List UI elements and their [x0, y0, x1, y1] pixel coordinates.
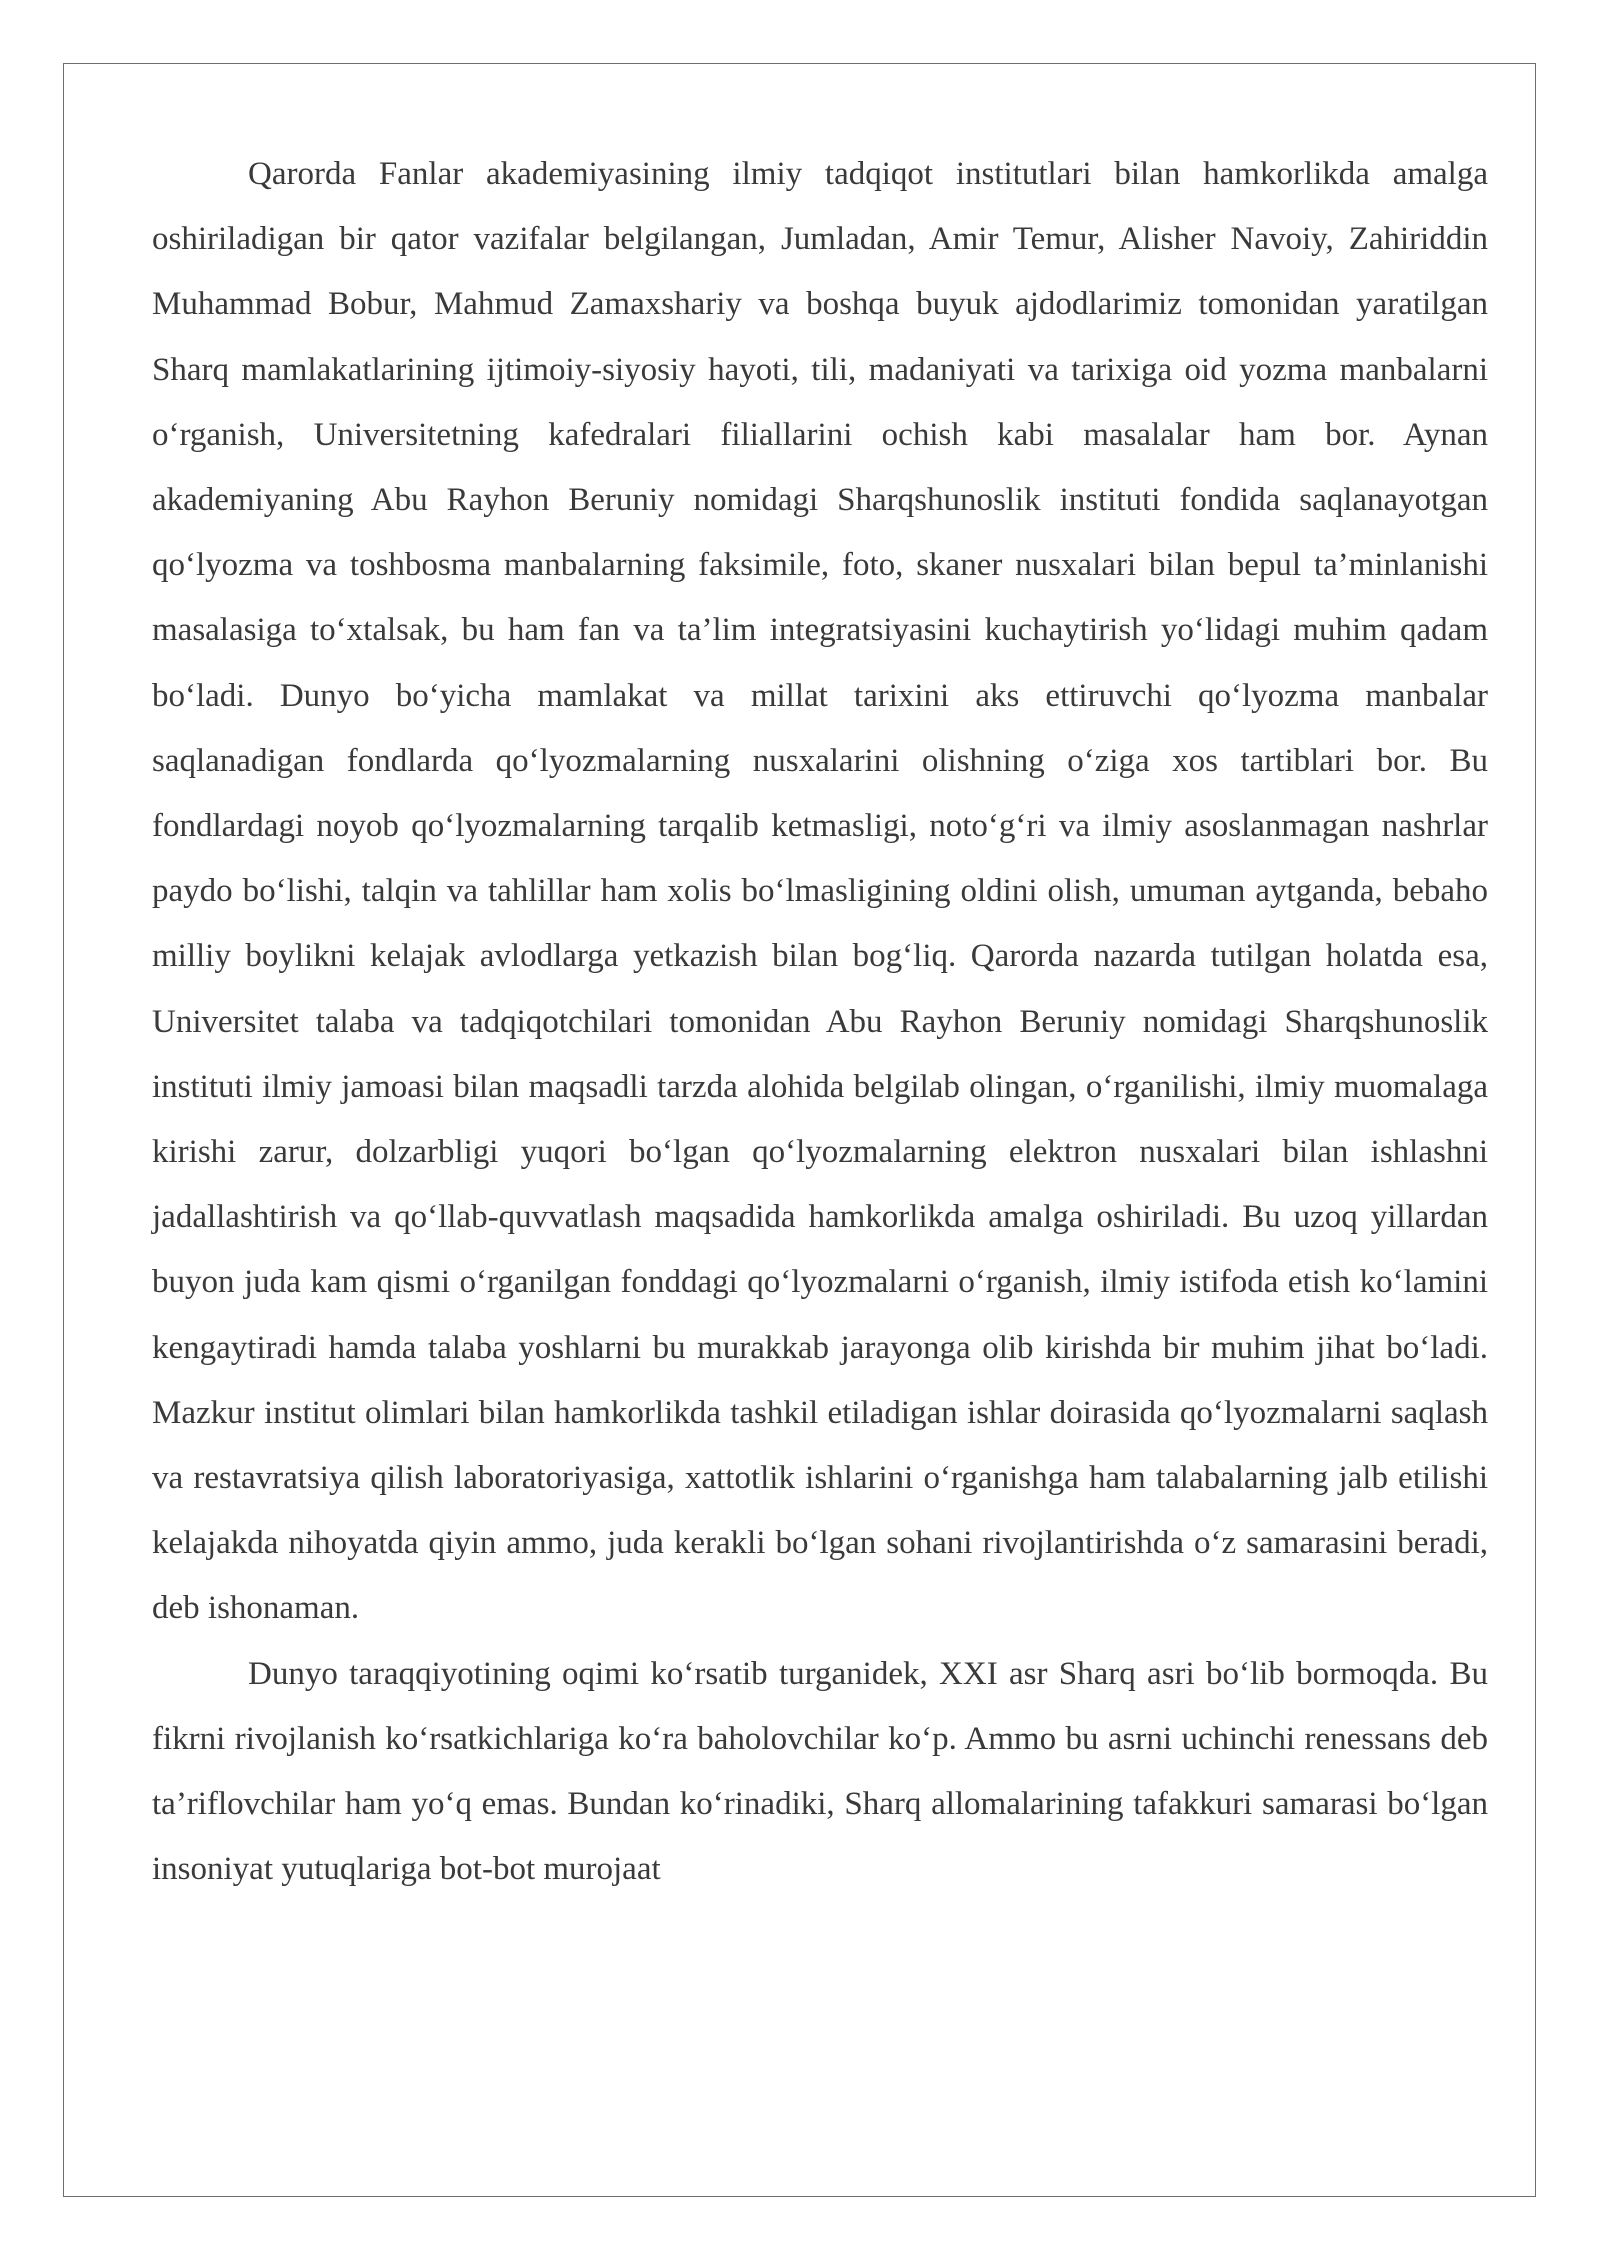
document-body	[152, 142, 1488, 1902]
paragraph-2: Dunyo taraqqiyotining oqimi ko‘rsatib turganidek, XXI asr Sharq asri bo‘lib bormoqda. Bu fikrni rivojlanish ko‘rsatkichlariga ko‘ra baholovchilar ko‘p. Ammo bu asrni uchinchi renessans deb ta’riflovchilar ham yo‘q emas. Bundan ko‘rinadiki, Sharq allomalarining tafakkuri samarasi bo‘lgan insoniyat yutuqlariga bot-bot murojaat	[152, 1655, 1488, 1888]
paragraph-1: Qarorda Fanlar akademiyasining ilmiy tadqiqot institutlari bilan hamkorlikda amalga oshiriladigan bir qator vazifalar belgilangan, Jumladan, Amir Temur, Alisher Navoiy, Zahiriddin Muhammad Bobur, Mahmud Zamaxshariy va boshqa buyuk ajdodlarimiz tomonidan yaratilgan Sharq mamlakatlarining ijtimoiy-siyosiy hayoti, tili, madaniyati va tarixiga oid yozma manbalarni o‘rganish, Universitetning kafedralari filiallarini ochish kabi masalalar ham bor. Aynan akademiyaning Abu Rayhon Beruniy nomidagi Sharqshunoslik instituti fondida saqlanayotgan qo‘lyozma va toshbosma manbalarning faksimile, foto, skaner nusxalari bilan bepul ta’minlanishi masalasiga to‘xtalsak, bu ham fan va ta’lim integratsiyasini kuchaytirish yo‘lidagi muhim qadam bo‘ladi. Dunyo bo‘yicha mamlakat va millat tarixini aks ettiruvchi qo‘lyozma manbalar saqlanadigan fondlarda qo‘lyozmalarning nusxalarini olishning o‘ziga xos tartiblari bor. Bu fondlardagi noyob qo‘lyozmalarning tarqalib ketmasligi, noto‘g‘ri va ilmiy asoslanmagan nashrlar paydo bo‘lishi, talqin va tahlillar ham xolis bo‘lmasligining oldini olish, umuman aytganda, bebaho milliy boylikni kelajak avlodlarga yetkazish bilan bog‘liq. Qarorda nazarda tutilgan holatda esa, Universitet talaba va tadqiqotchilari tomonidan Abu Rayhon Beruniy nomidagi Sharqshunoslik instituti ilmiy jamoasi bilan maqsadli tarzda alohida belgilab olingan, o‘rganilishi, ilmiy muomalaga kirishi zarur, dolzarbligi yuqori bo‘lgan qo‘lyozmalarning elektron nusxalari bilan ishlashni jadallashtirish va qo‘llab-quvvatlash maqsadida hamkorlikda amalga oshiriladi. Bu uzoq yillardan buyon juda kam qismi o‘rganilgan fonddagi qo‘lyozmalarni o‘rganish, ilmiy istifoda etish ko‘lamini kengaytiradi hamda talaba yoshlarni bu murakkab jarayonga olib kirishda bir muhim jihat bo‘ladi. Mazkur institut olimlari bilan hamkorlikda tashkil etiladigan ishlar doirasida qo‘lyozmalarni saqlash va restavratsiya qilish laboratoriyasiga, xattotlik ishlarini o‘rganishga ham talabalarning jalb etilishi kelajakda nihoyatda qiyin ammo, juda kerakli bo‘lgan sohani rivojlantirishda o‘z samarasini beradi, deb ishonaman.	[152, 156, 1488, 1627]
